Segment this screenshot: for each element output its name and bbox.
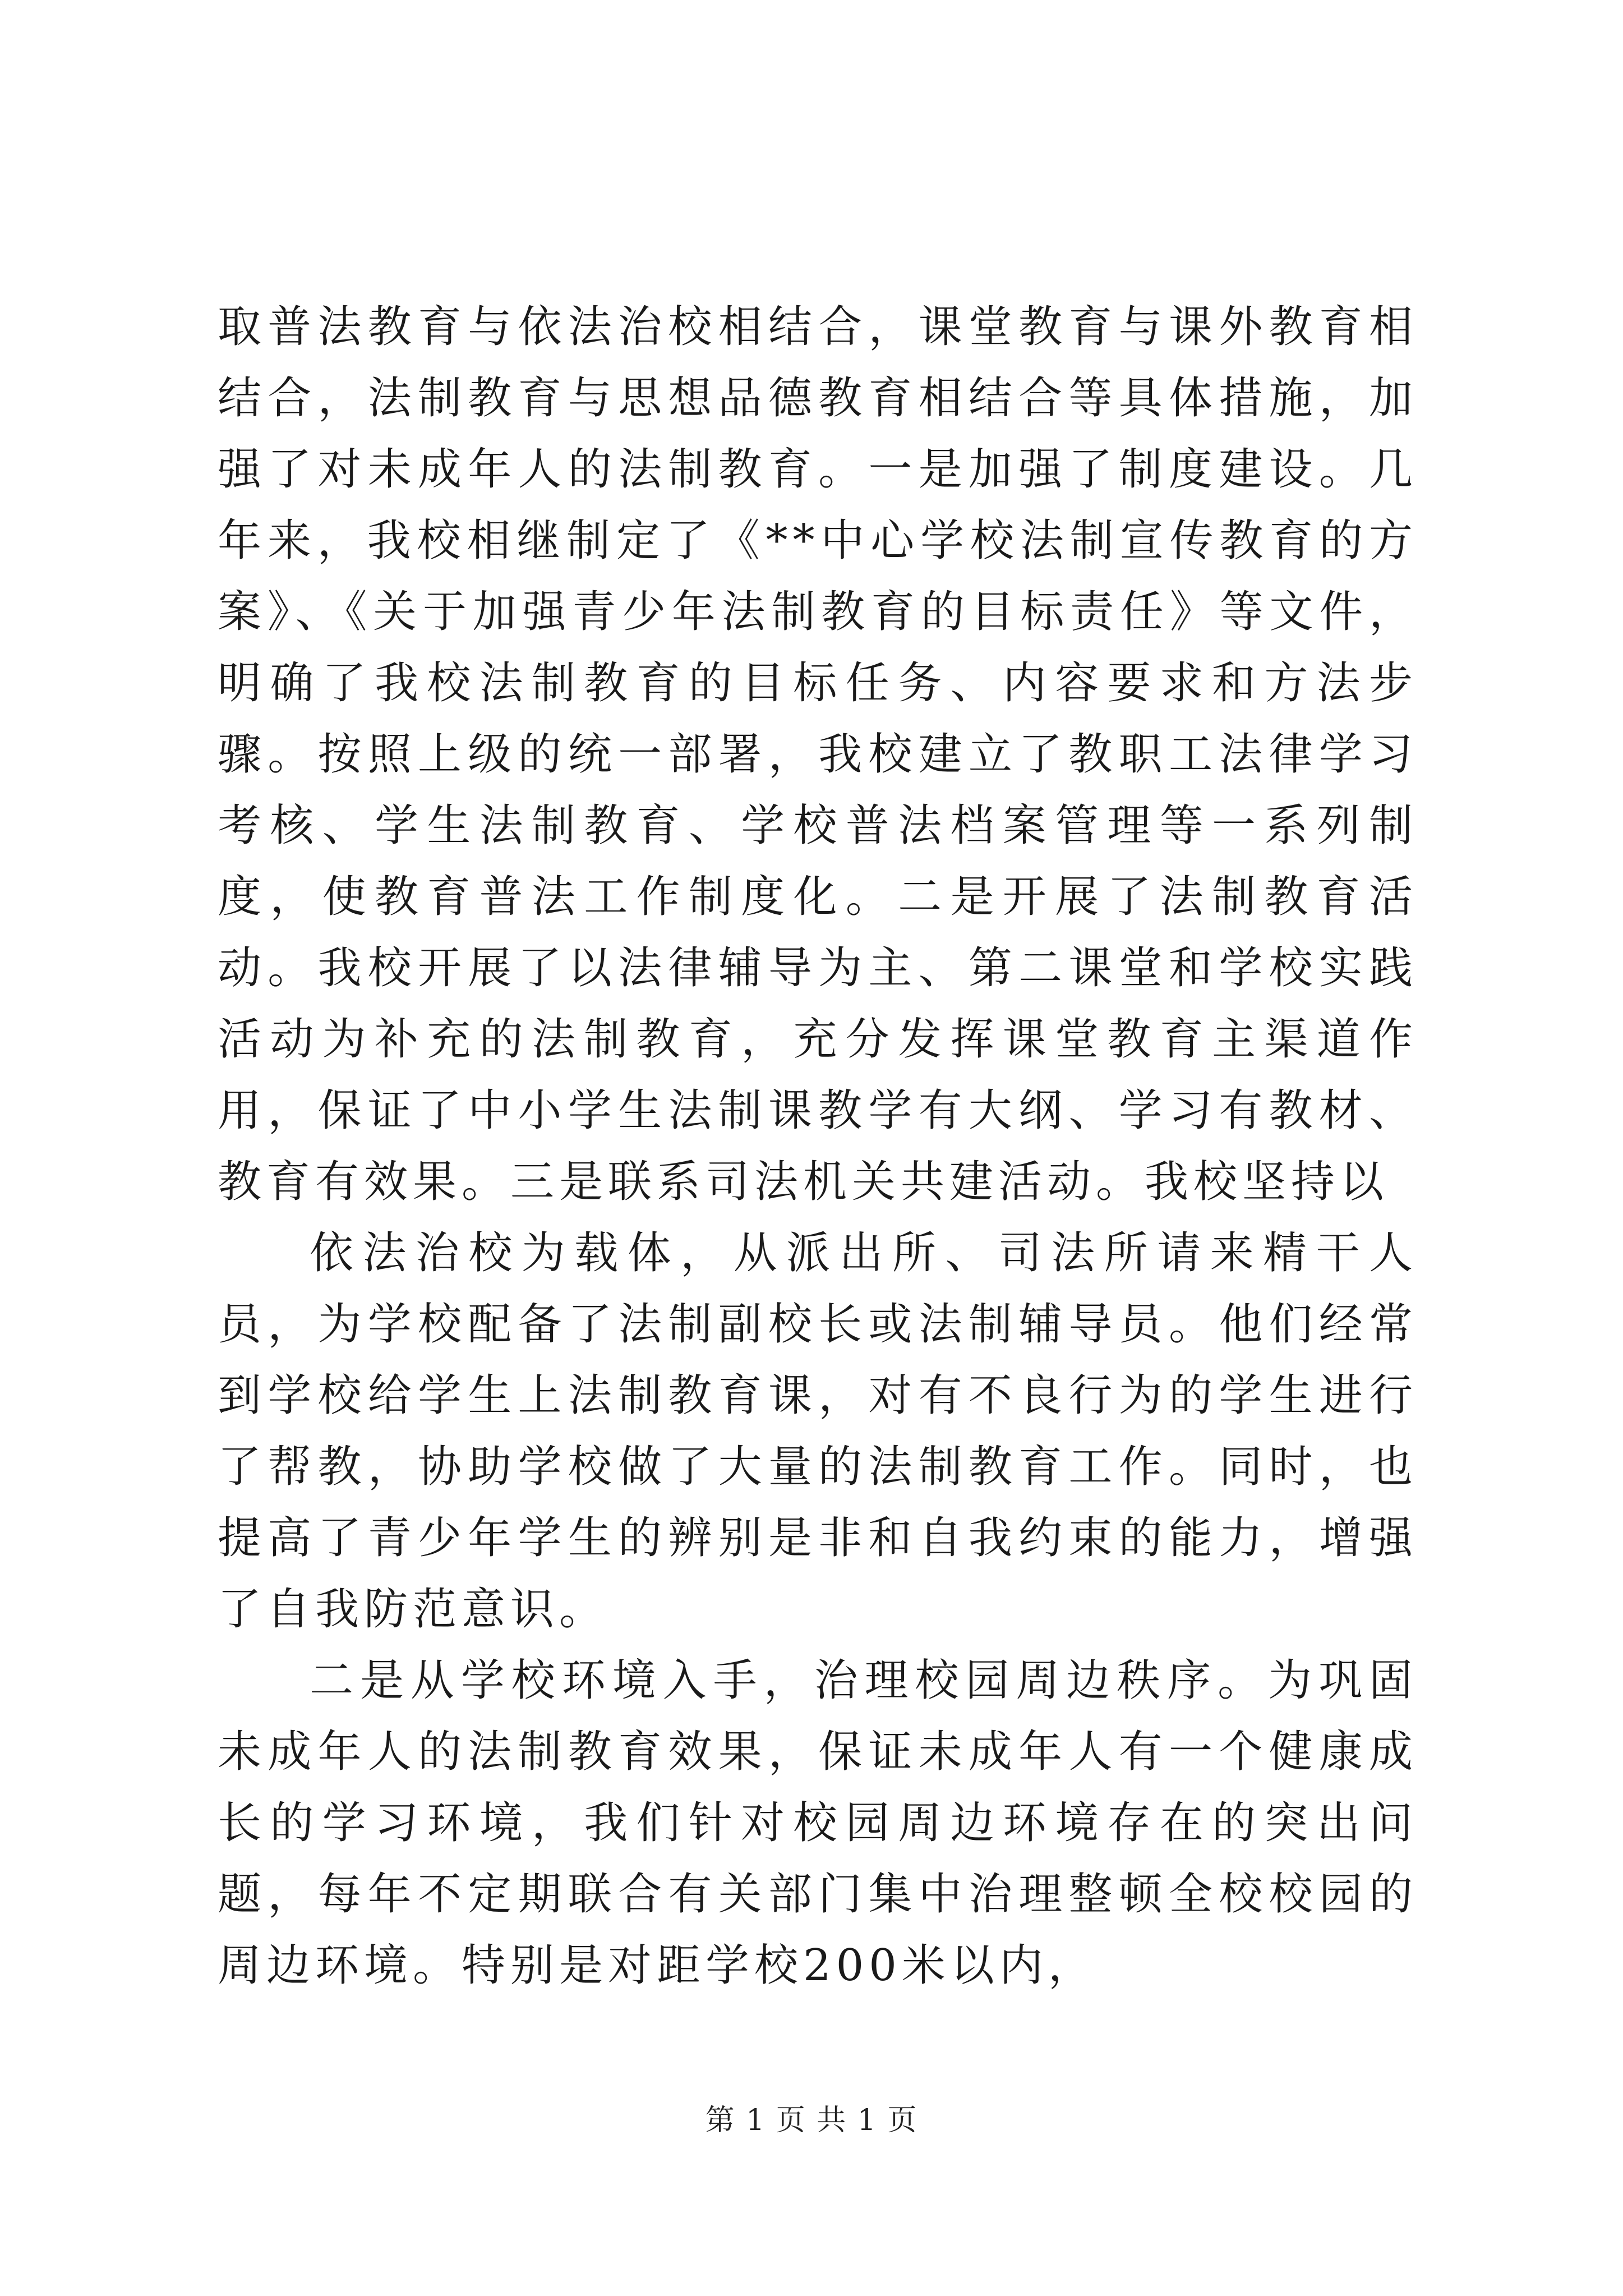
paragraph-2: 依法治校为载体，从派出所、司法所请来精干人员，为学校配备了法制副校长或法制辅导员。他们经常到学校给学生上法制教育课，对有不良行为的学生进行了帮教，协助学校做了大量的法制教育工作。同时，也提高了青少年学生的辨别是非和自我约束的能力，增强了自我防范意识。 — [218, 1228, 1418, 1635]
paragraph-1: 取普法教育与依法治校相结合，课堂教育与课外教育相结合，法制教育与思想品德教育相结合等具体措施，加强了对未成年人的法制教育。一是加强了制度建设。几年来，我校相继制定了《**中心学校法制宣传教育的方案》、《关于加强青少年法制教育的目标责任》等文件，明确了我校法制教育的目标任务、内容要求和方法步骤。按照上级的统一部署，我校建立了教职工法律学习考核、学生法制教育、学校普法档案管理等一系列制度，使教育普法工作制度化。二是开展了法制教育活动。我校开展了以法律辅导为主、第二课堂和学校实践活动为补充的法制教育，充分发挥课堂教育主渠道作用，保证了中小学生法制课教学有大纲、学习有教材、教育有效果。三是联系司法机关共建活动。我校坚持以 — [218, 302, 1418, 1207]
page-footer: 第 1 页 共 1 页 — [705, 2104, 918, 2137]
document-body — [218, 292, 1418, 2001]
paragraph-3: 二是从学校环境入手，治理校园周边秩序。为巩固未成年人的法制教育效果，保证未成年人有一个健康成长的学习环境，我们针对校园周边环境存在的突出问题，每年不定期联合有关部门集中治理整顿全校校园的周边环境。特别是对距学校200米以内， — [218, 1655, 1418, 1991]
